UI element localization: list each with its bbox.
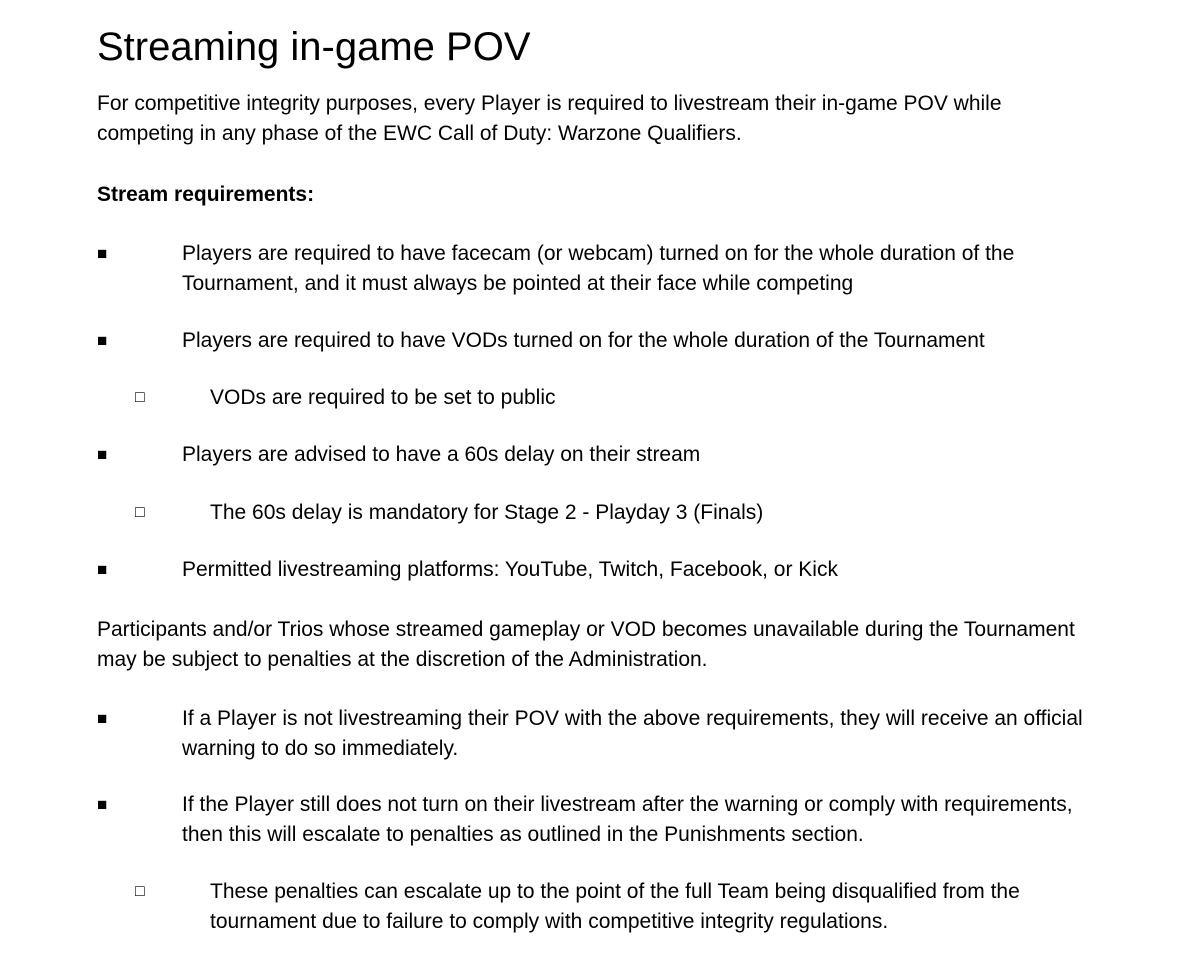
- filled-square-bullet-icon: ■: [97, 709, 108, 728]
- list-item-text: Players are required to have facecam (or webcam) turned on for the whole duration of the Tournament, and it must always be pointed at their face while competing: [182, 242, 1015, 295]
- list-item-text: Permitted livestreaming platforms: YouTube, Twitch, Facebook, or Kick: [182, 558, 838, 581]
- sub-list-item-text: VODs are required to be set to public: [210, 386, 556, 409]
- hollow-square-bullet-icon: □: [135, 504, 145, 521]
- penalty-paragraph: Participants and/or Trios whose streamed gameplay or VOD becomes unavailable during the Tournament may be subject to penalties at the discretion of the Administration.: [97, 618, 1075, 671]
- list-item-text: Players are required to have VODs turned on for the whole duration of the Tournament: [182, 329, 985, 352]
- list-item-text: If a Player is not livestreaming their POV with the above requirements, they will receive an official warning to do so immediately.: [182, 707, 1083, 760]
- hollow-square-bullet-icon: □: [135, 389, 145, 406]
- page-title: Streaming in-game POV: [97, 25, 531, 69]
- sub-list-item-text: These penalties can escalate up to the point of the full Team being disqualified from the tournament due to failure to comply with competitive integrity regulations.: [210, 880, 1020, 933]
- requirements-heading: Stream requirements:: [97, 183, 315, 206]
- hollow-square-bullet-icon: □: [135, 883, 145, 900]
- list-item-text: If the Player still does not turn on their livestream after the warning or comply with requirements, then this will escalate to penalties as outlined in the Punishments section.: [182, 793, 1073, 846]
- filled-square-bullet-icon: ■: [97, 331, 108, 350]
- sub-list-item-text: The 60s delay is mandatory for Stage 2 - Playday 3 (Finals): [210, 501, 764, 524]
- filled-square-bullet-icon: ■: [97, 445, 108, 464]
- filled-square-bullet-icon: ■: [97, 795, 108, 814]
- filled-square-bullet-icon: ■: [97, 560, 108, 579]
- list-item-text: Players are advised to have a 60s delay on their stream: [182, 443, 701, 466]
- filled-square-bullet-icon: ■: [97, 244, 108, 263]
- intro-paragraph: For competitive integrity purposes, every Player is required to livestream their in-game POV while competing in any phase of the EWC Call of Duty: Warzone Qualifiers.: [97, 92, 1002, 145]
